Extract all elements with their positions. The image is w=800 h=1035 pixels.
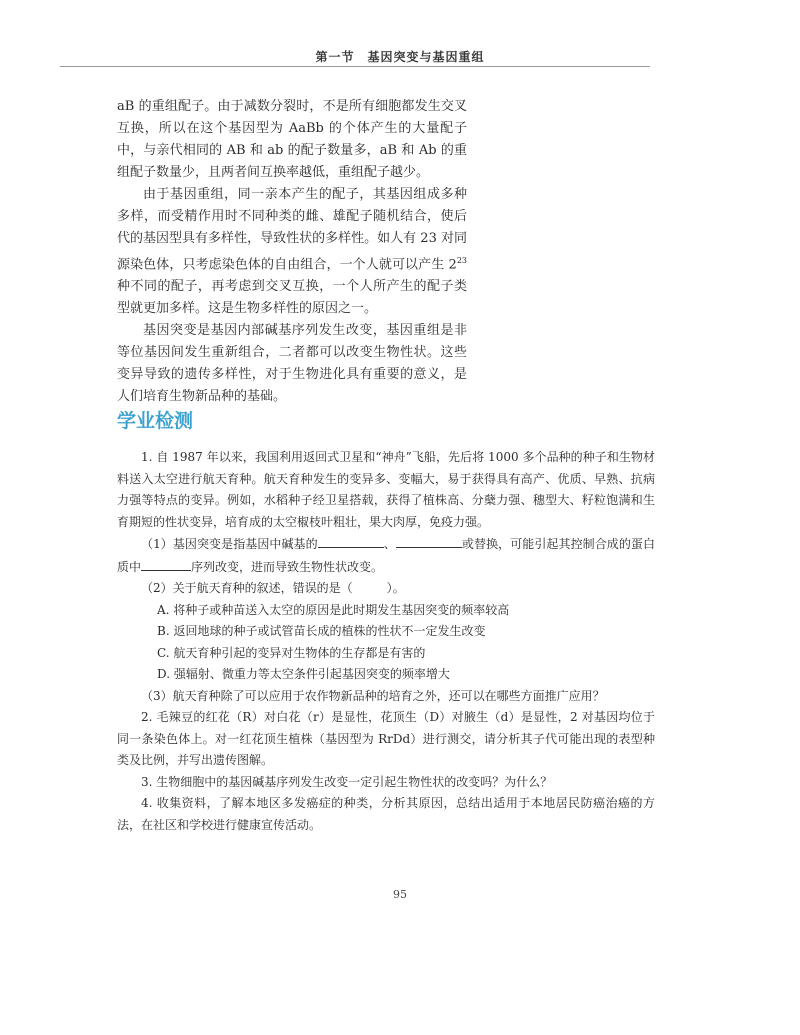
option-b: B. 返回地球的种子或试管苗长成的植株的性状不一定发生改变 [157,624,486,638]
question-2: 2. 毛辣豆的红花（R）对白花（r）是显性，花顶生（D）对腋生（d）是显性，2 对基因均位于同一条染色体上。对一红花顶生植株（基因型为 RrDd）进行测交，请分析其子代可能出现的表型种类及比例，并写出遗传图解。 [117,710,655,767]
page-number: 95 [393,888,407,901]
answer-blank[interactable] [396,533,462,548]
question-1-intro: 1. 自 1987 年以来，我国利用返回式卫星和“神舟”飞船，先后将 1000 多个品种的种子和生物材料送入太空进行航天育种。航天育种发生的变异多、变幅大，易于获得具有高产、优质、早熟、抗病力强等特点的变异。例如，水稻种子经卫星搭载，获得了植株高、分蘖力强、穗型大、籽粒饱满和生育期短的性状变异，培育成的太空椒枝叶粗壮，果大肉厚，免疫力强。 [117,450,655,529]
question-1-part-2: （2）关于航天育种的叙述，错误的是（ ）。 [141,581,405,595]
question-1-part-1: （1）基因突变是指基因中碱基的 、 或替换，可能引起其控制合成的蛋白质中 序列改变，进而导致生物性状改变。 [117,533,655,578]
question-4: 4. 收集资料，了解本地区多发癌症的种类，分析其原因，总结出适用于本地居民防癌治癌的方法，在社区和学校进行健康宣传活动。 [117,796,655,832]
body-paragraph: 基因突变是基因内部碱基序列发生改变，基因重组是非等位基因间发生重新组合，二者都可以改变生物性状。这些变异导致的遗传多样性，对于生物进化具有重要的意义，是人们培育生物新品种的基础。 [117,323,467,405]
option-d: D. 强辐射、微重力等太空条件引起基因突变的频率增大 [157,667,450,681]
section-title: 学业检测 [117,410,194,432]
running-header: 第一节 基因突变与基因重组 [315,50,485,64]
exercise-list [117,447,655,836]
answer-blank[interactable] [318,533,384,548]
header-divider [60,66,650,67]
answer-blank[interactable] [141,556,191,571]
option-a: A. 将种子或种苗送入太空的原因是此时期发生基因突变的频率较高 [157,602,510,617]
body-paragraph: 由于基因重组，同一亲本产生的配子，其基因组成多种多样，而受精作用时不同种类的雌、雄配子随机结合，使后代的基因型具有多样性，导致性状的多样性。如人有 23 对同源染色体，只考虑染色体的自由组合，一个人就可以产生 $2^{23}$ 种不同的配子，再考虑到交叉互换，一个人所产生的配子类型就更加多样。这是生物多样性的原因之一。 [117,187,467,317]
question-1-part-3: （3）航天育种除了可以应用于农作物新品种的培育之外，还可以在哪些方面推广应用？ [141,688,605,703]
body-paragraph: aB 的重组配子。由于减数分裂时，不是所有细胞都发生交叉互换，所以在这个基因型为 AaBb 的个体产生的大量配子中，与亲代相同的 AB 和 ab 的配子数量多，aB 和 Ab 的重组配子数量少，且两者间互换率越低，重组配子越少。 [117,99,467,180]
question-3: 3. 生物细胞中的基因碱基序列发生改变一定引起生物性状的改变吗？为什么？ [141,774,553,789]
option-c: C. 航天育种引起的变异对生物体的生存都是有害的 [157,645,426,660]
body-text [117,96,467,408]
superscript: 23 [456,256,467,265]
